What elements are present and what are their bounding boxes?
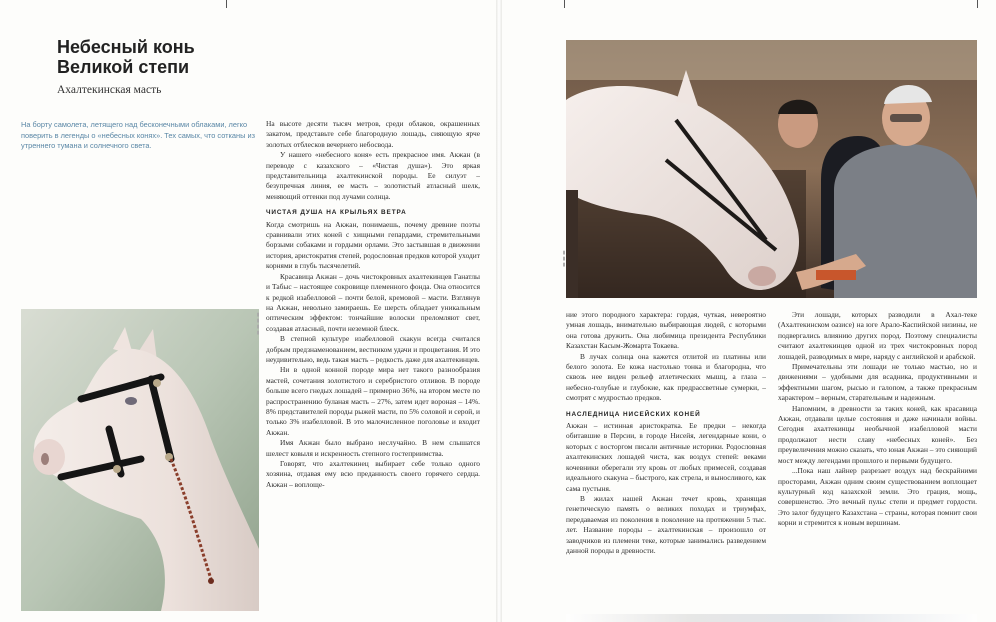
- title-line: Небесный конь: [57, 37, 195, 57]
- paragraph: Ни в одной конной породе мира нет такого разнообразия мастей, сочетания золотистого и серебристого отливов. В породе больше всего гнедых лошадей – примерно 36%, на втором месте по распространению буланая масть – 27%, затем идет вороная – 14%. 8% представителей породы рыжей масти, по 5% соловой и серой, и только 3% изабелловой. В это малочисленное поголовье и входит Акжан.: [266, 365, 480, 437]
- title-line: Великой степи: [57, 57, 190, 77]
- paragraph: На высоте десяти тысяч метров, среди облаков, окрашенных закатом, представьте себе благородную лошадь, сияющую ярче золотых отблесков вечернего небосвода.: [266, 119, 480, 149]
- paragraph: ние этого породного характера: гордая, чуткая, невероятно умная лошадь, внимательно выбирающая людей, с которыми она готова дружить. Она любимица президента Республики Казахстан Касым-Жомарта Токаева.: [566, 310, 766, 351]
- article-title: [57, 37, 257, 77]
- paragraph: В степной культуре изабелловой скакун всегда считался добрым предзнаменованием, вестником удачи и процветания. И это неудивительно, ведь такая масть – редкость даже для ахалтекинцев.: [266, 334, 480, 364]
- article-column-1: [266, 119, 480, 617]
- crop-mark: [226, 0, 227, 8]
- stable-photo: [566, 40, 977, 298]
- page-gutter: [496, 0, 502, 622]
- paragraph: Напомним, в древности за таких коней, как красавица Акжан, отдавали целые состояния и даже начинали войны. Сегодня ахалтекинцы необычной изабелловой масти продолжают нести славу «небесных коней». Без преувеличения можно сказать, что юная Акжан – это сияющий мост между легендами прошлого и первыми будущего.: [778, 403, 977, 465]
- article-column-3: [778, 310, 977, 616]
- article-lead: На борту самолета, летящего над бесконечными облаками, легко поверить в легенды о «небесных конях». Тех самых, что сотканы из утреннего тумана и солнечного света.: [21, 120, 255, 151]
- crop-mark: [977, 0, 978, 8]
- paragraph: Когда смотришь на Акжан, понимаешь, почему древние поэты сравнивали этих коней с хищными гепардами, стремительными борзыми собаками и гордыми орлами. Это застывшая в движении история, аристократия степей, родословная предков которой уходит корнями в глубь тысячелетий.: [266, 219, 480, 271]
- horse-portrait-illustration: [21, 309, 259, 611]
- paragraph: В лучах солнца она кажется отлитой из платины или белого золота. Ее кожа настолько тонка и благородна, что сквозь нее виден рельеф атлетических мышц, а глаза – небесно-голубые и глубокие, как предрассветные сумерки, – смотрят с мудростью предков.: [566, 351, 766, 403]
- bottom-decoration: [566, 614, 977, 622]
- photo-credit-mark: ▮▮▮: [561, 250, 567, 268]
- paragraph: Говорят, что ахалтекинец выбирает себе только одного хозяина, отдавая ему всю преданность своего горячего сердца. Акжан – воплоще-: [266, 459, 480, 489]
- paragraph: ...Пока наш лайнер разрезает воздух над бескрайними просторами, Акжан одним своим существованием воплощает культурный код казахской земли. Это грация, мощь, совершенство. Это вечный пульс степи и предмет гордости. Это залог будущего Казахстана – страны, которая помнит свои корни и стремится к новым вершинам.: [778, 466, 977, 528]
- horse-portrait-photo: [21, 309, 259, 611]
- article-subtitle: Ахалтекинская масть: [57, 84, 162, 96]
- paragraph: Красавица Акжан – дочь чистокровных ахалтекинцев Ганатлы и Табыс – настоящее сокровище племенного фонда. Она относится к редкой изабелловой – почти белой, кремовой – масти. Взглянув на Акжан, невольно замираешь. Ее шерсть обладает уникальным оптическим эффектом: тончайшие волоски преломляют свет, создавая атласный, почти неземной блеск.: [266, 271, 480, 333]
- article-column-2: [566, 310, 766, 616]
- section-heading: ЧИСТАЯ ДУША НА КРЫЛЬЯХ ВЕТРА: [266, 209, 407, 217]
- crop-mark: [564, 0, 565, 8]
- paragraph: В жилах нашей Акжан течет кровь, хранящая генетическую память о великих походах и триумфах, передаваемая из поколения в поколение на протяжении 5 тыс. лет. Название породы – ахалтекинская – произошло от заводчиков из племени теке, которые занимались разведением данной породы в древности.: [566, 493, 766, 555]
- photo-credit-mark: ▮▮▮▮: [255, 312, 261, 336]
- paragraph: Примечательны эти лошади не только мастью, но и движениями – удобными для всадника, продуктивными и эффектными шагом, рысью и галопом, а также прекрасным характером – верным, старательным и надежным.: [778, 362, 977, 403]
- paragraph: Имя Акжан было выбрано неслучайно. В нем слышатся шелест ковыля и искренность степного гостеприимства.: [266, 438, 480, 458]
- stable-scene-illustration: [566, 40, 977, 298]
- paragraph: Эти лошади, которых разводили в Ахал-теке (Ахалтекинском оазисе) на юге Арало-Каспийской низины, не подвергались влиянию других пород. Поэтому специалисты считают ахалтекинцев одной из трех чистокровных пород лошадей, разводимых в мире, наряду с английской и арабской.: [778, 310, 977, 361]
- paragraph: У нашего «небесного коня» есть прекрасное имя. Акжан (в переводе с казахского – «Чистая душа»). Это яркая представительница ахалтекинской породы. Ее силуэт – безупречная линия, ее масть – золотистый атласный шелк, меняющий оттенки под лучами солнца.: [266, 150, 480, 201]
- section-heading: НАСЛЕДНИЦА НИСЕЙСКИХ КОНЕЙ: [566, 410, 701, 418]
- paragraph: Акжан – истинная аристократка. Ее предки – некогда обитавшие в Персии, в городе Нисейя, легендарные кони, о которых с восторгом писали античные историки. Родословная ахалтекинских лошадей чиста, как воздух степей: веками кочевники оберегали эту кровь от любых примесей, создавая идеального скакуна – быстрого, как стрела, и выносливого, как сама пустыня.: [566, 421, 766, 493]
